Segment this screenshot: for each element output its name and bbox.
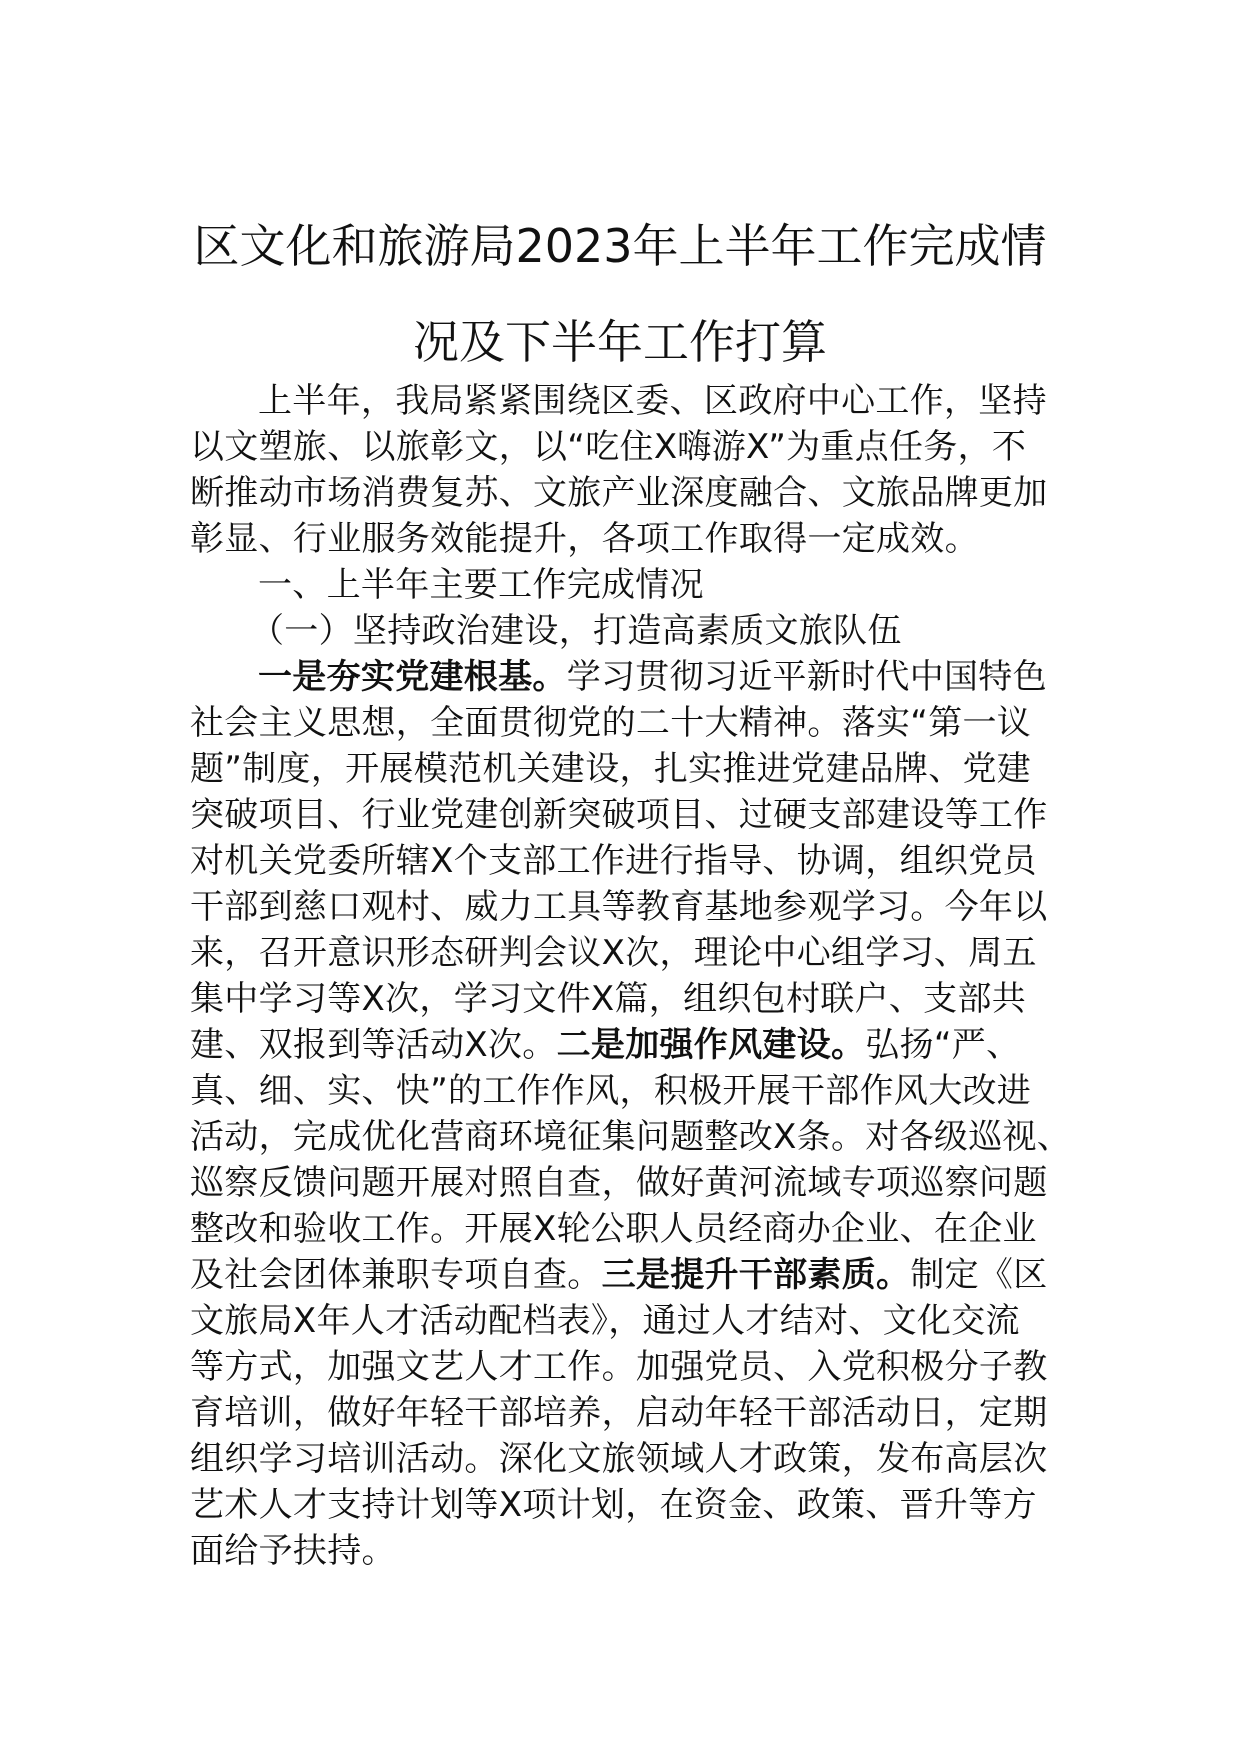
intro-line-2: 以文塑旅、以旅彰文，以“吃住X嗨游X”为重点任务，不 — [190, 427, 1027, 467]
body-line-18: 组织学习培训活动。深化文旅领域人才政策，发布高层次 — [190, 1439, 1048, 1479]
body-line-14 — [190, 1252, 1060, 1298]
intro-line-1: 上半年，我局紧紧围绕区委、区政府中心工作，坚持 — [258, 381, 1047, 421]
body-line-6: 干部到慈口观村、威力工具等教育基地参观学习。今年以 — [190, 887, 1048, 927]
body-line-13: 整改和验收工作。开展X轮公职人员经商办企业、在企业 — [190, 1209, 1037, 1249]
body-line-1 — [258, 654, 1128, 700]
body-line-8: 集中学习等X次，学习文件X篇，组织包村联户、支部共 — [190, 979, 1027, 1019]
body-line-7: 来，召开意识形态研判会议X次，理论中心组学习、周五 — [190, 933, 1037, 973]
body-line-14-pre: 及社会团体兼职专项自查。 — [190, 1255, 602, 1295]
intro-line-3: 断推动市场消费复苏、文旅产业深度融合、文旅品牌更加 — [190, 473, 1048, 513]
subsection-heading: （一）坚持政治建设，打造高素质文旅队伍 — [250, 611, 902, 651]
body-line-1-text: 学习贯彻习近平新时代中国特色 — [566, 657, 1047, 697]
body-line-3: 题”制度，开展模范机关建设，扎实推进党建品牌、党建 — [190, 749, 1032, 789]
body-line-11: 活动，完成优化营商环境征集问题整改X条。对各级巡视、 — [190, 1117, 1072, 1157]
document-title-line-2: 况及下半年工作打算 — [413, 315, 827, 369]
point-three-heading: 三是提升干部素质。 — [601, 1255, 911, 1295]
body-line-15: 文旅局X年人才活动配档表》，通过人才结对、文化交流 — [190, 1301, 1020, 1341]
body-line-17: 育培训，做好年轻干部培养，启动年轻干部活动日，定期 — [190, 1393, 1048, 1433]
body-line-20: 面给予扶持。 — [190, 1531, 396, 1571]
body-line-14-post: 制定《区 — [910, 1255, 1048, 1295]
body-line-19: 艺术人才支持计划等X项计划，在资金、政策、晋升等方 — [190, 1485, 1037, 1525]
body-line-9 — [190, 1022, 1060, 1068]
body-line-2: 社会主义思想，全面贯彻党的二十大精神。落实“第一议 — [190, 703, 1032, 743]
point-one-heading: 一是夯实党建根基。 — [258, 657, 567, 697]
body-line-9-pre: 建、双报到等活动X次。 — [190, 1025, 557, 1065]
document-title-line-1: 区文化和旅游局2023年上半年工作完成情 — [193, 219, 1047, 273]
body-line-9-post: 弘扬“严、 — [865, 1025, 1021, 1065]
point-two-heading: 二是加强作风建设。 — [556, 1025, 866, 1065]
body-line-10: 真、细、实、快”的工作作风，积极开展干部作风大改进 — [190, 1071, 1032, 1111]
intro-line-4: 彰显、行业服务效能提升，各项工作取得一定成效。 — [190, 519, 979, 559]
body-line-12: 巡察反馈问题开展对照自查，做好黄河流域专项巡察问题 — [190, 1163, 1048, 1203]
body-line-16: 等方式，加强文艺人才工作。加强党员、入党积极分子教 — [190, 1347, 1048, 1387]
body-line-5: 对机关党委所辖X个支部工作进行指导、协调，组织党员 — [190, 841, 1037, 881]
section-heading: 一、上半年主要工作完成情况 — [258, 565, 704, 605]
body-line-4: 突破项目、行业党建创新突破项目、过硬支部建设等工作 — [190, 795, 1048, 835]
